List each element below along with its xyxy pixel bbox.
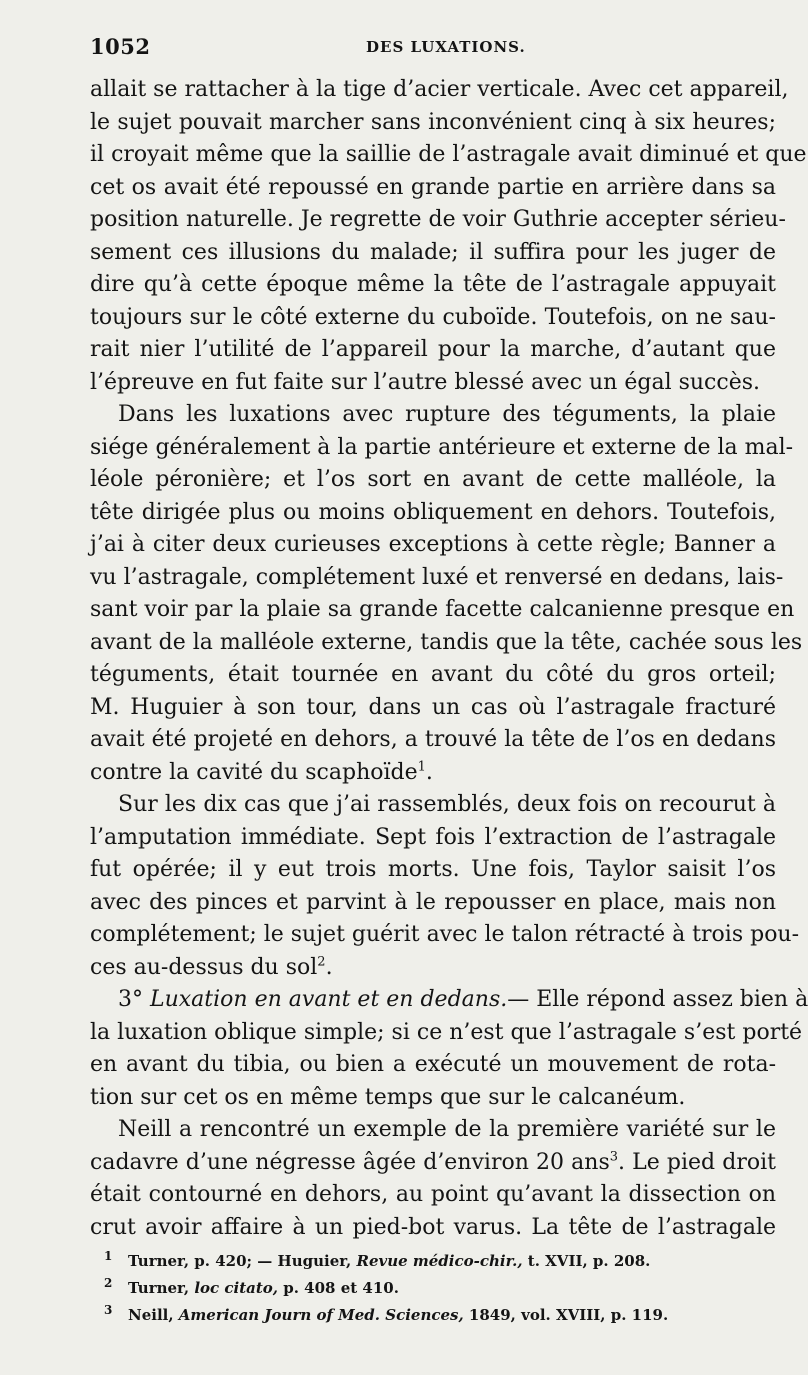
body-text	[90, 74, 808, 1244]
text-line: sement ces illusions du malade; il suffira pour les juger de	[90, 239, 776, 265]
text-line: Dans les luxations avec rupture des téguments, la plaie	[118, 402, 776, 427]
page-number: 1052	[90, 34, 151, 59]
text-line: sant voir par la plaie sa grande facette calcanienne presque en	[90, 597, 795, 622]
text-fragment: contre la cavité du scaphoïde	[90, 759, 418, 785]
text-line: siége généralement à la partie antérieure et externe de la mal-	[90, 434, 794, 460]
footnote: 1 Turner, p. 420; — Huguier, Revue médico-chir., t. XVII, p. 208.	[104, 1249, 651, 1270]
text-line: M. Huguier à son tour, dans un cas où l’astragale fracturé	[90, 694, 776, 720]
text-line: toujours sur le côté externe du cuboïde. Toutefois, on ne sau-	[90, 304, 776, 330]
footnote: 2 Turner, loc citato, p. 408 et 410.	[104, 1276, 399, 1297]
text-line: complétement; le sujet guérit avec le talon rétracté à trois pou-	[90, 922, 800, 947]
footnote-text: Turner, p. 420; — Huguier,	[128, 1252, 357, 1270]
footnote-marker: 3	[609, 1149, 619, 1165]
page-header	[90, 34, 776, 70]
footnote: 3 Neill, American Journ of Med. Sciences, 1849, vol. XVIII, p. 119.	[104, 1303, 669, 1324]
text-line: Neill a rencontré un exemple de la première variété sur le	[118, 1117, 776, 1142]
punctuation: .	[425, 759, 433, 785]
text-line: fut opérée; il y eut trois morts. Une fois, Taylor saisit l’os	[90, 857, 776, 882]
text-line	[90, 984, 808, 1017]
text-line: la luxation oblique simple; si ce n’est que l’astragale s’est porté	[90, 1019, 803, 1045]
text-line: l’amputation immédiate. Sept fois l’extraction de l’astragale	[90, 824, 776, 850]
text-line: rait nier l’utilité de l’appareil pour la marche, d’autant que	[90, 337, 776, 362]
footnotes	[104, 1248, 760, 1329]
text-line: allait se rattacher à la tige d’acier verticale. Avec cet appareil,	[90, 77, 789, 102]
text-line: était contourné en dehors, au point qu’avant la dissection on	[90, 1182, 776, 1207]
text-line: vu l’astragale, complétement luxé et renversé en dedans, lais-	[90, 564, 784, 590]
text-line: l’épreuve en fut faite sur l’autre blessé avec un égal succès.	[90, 369, 761, 395]
text-line: avant de la malléole externe, tandis que la tête, cachée sous les	[90, 629, 803, 655]
footnote-citation: Revue médico-chir.,	[356, 1252, 523, 1270]
text-line: avait été projeté en dehors, a trouvé la tête de l’os en dedans	[90, 727, 776, 752]
text-line: Sur les dix cas que j’ai rassemblés, deux fois on recourut à	[118, 792, 776, 817]
text-line: tête dirigée plus ou moins obliquement en dehors. Toutefois,	[90, 499, 776, 525]
text-line: cet os avait été repoussé en grande partie en arrière dans sa	[90, 174, 776, 200]
text-fragment: . Le pied droit	[618, 1149, 776, 1175]
section-title: Luxation en avant et en dedans.	[150, 987, 508, 1012]
footnote-marker: 2	[317, 954, 326, 970]
section-number: 3°	[118, 987, 150, 1012]
text-fragment: ces au-dessus du sol	[90, 954, 318, 980]
text-line: avec des pinces et parvint à le repousser en place, mais non	[90, 889, 776, 915]
text-fragment: cadavre d’une négresse âgée d’environ 20 ans	[90, 1149, 610, 1175]
footnote-text: p. 408 et 410.	[278, 1279, 399, 1297]
footnote-citation: loc citato,	[194, 1279, 279, 1297]
punctuation: .	[325, 954, 333, 980]
text-fragment: — Elle répond assez bien à	[507, 987, 808, 1012]
text-line: position naturelle. Je regrette de voir Guthrie accepter sérieu-	[90, 207, 786, 232]
text-line: léole péronière; et l’os sort en avant de cette malléole, la	[90, 467, 776, 492]
text-line	[90, 952, 776, 985]
text-line: tion sur cet os en même temps que sur le calcanéum.	[90, 1084, 686, 1110]
footnote-text: Turner,	[128, 1279, 195, 1297]
text-line: en avant du tibia, ou bien a exécuté un mouvement de rota-	[90, 1052, 776, 1077]
text-line	[90, 1147, 776, 1180]
footnote-marker: 1	[417, 759, 426, 775]
footnote-citation: American Journ of Med. Sciences,	[178, 1306, 464, 1324]
footnote-text: 1849, vol. XVIII, p. 119.	[463, 1306, 669, 1324]
text-line: téguments, était tournée en avant du côté du gros orteil;	[90, 662, 776, 687]
text-line: j’ai à citer deux curieuses exceptions à cette règle; Banner a	[90, 532, 776, 557]
footnote-text: Neill,	[128, 1306, 179, 1324]
text-line: le sujet pouvait marcher sans inconvénient cinq à six heures;	[90, 109, 776, 135]
text-line: il croyait même que la saillie de l’astragale avait diminué et que	[90, 142, 807, 167]
running-title: DES LUXATIONS.	[366, 38, 526, 56]
text-line: dire qu’à cette époque même la tête de l’astragale appuyait	[90, 272, 776, 297]
text-line	[90, 757, 776, 790]
text-line: crut avoir affaire à un pied-bot varus. La tête de l’astragale	[90, 1214, 776, 1240]
footnote-text: t. XVII, p. 208.	[522, 1252, 651, 1270]
